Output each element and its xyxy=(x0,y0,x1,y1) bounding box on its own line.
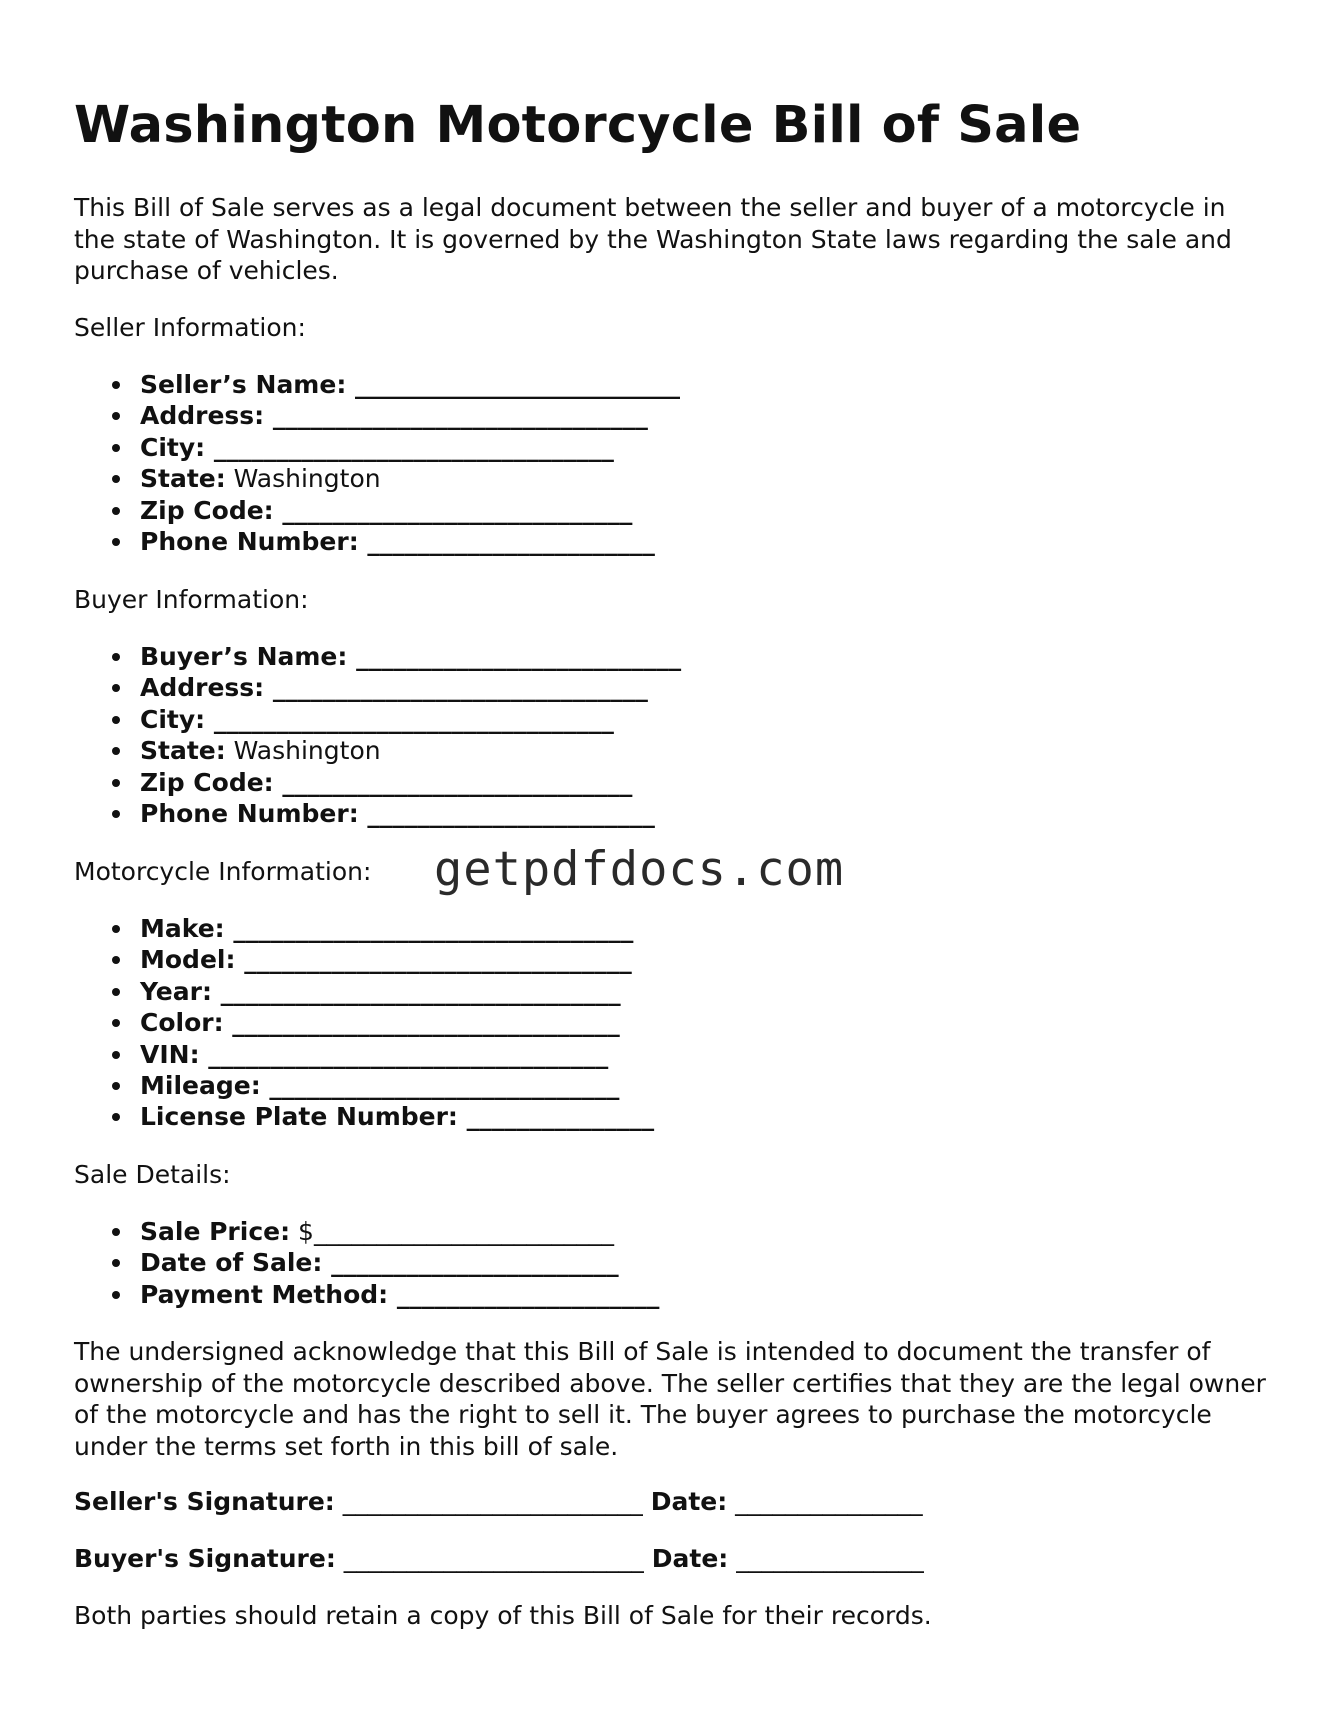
mileage-field xyxy=(112,1070,654,1101)
field-label: Payment Method: xyxy=(140,1279,389,1309)
field-blank[interactable]: ____________________________ xyxy=(273,767,633,797)
vin-field xyxy=(112,1039,654,1070)
field-label: License Plate Number: xyxy=(140,1102,458,1132)
seller-fields-list xyxy=(112,369,680,557)
field-blank[interactable]: __________________________ xyxy=(346,370,681,399)
bullet-icon xyxy=(112,925,120,933)
buyer-city-field xyxy=(112,704,681,735)
buyer-signature-line xyxy=(74,1543,924,1575)
field-label: Address: xyxy=(140,401,265,431)
field-label: Phone Number: xyxy=(140,527,359,557)
bullet-icon xyxy=(112,779,120,787)
field-label: Color: xyxy=(140,1008,224,1038)
color-field xyxy=(112,1007,654,1038)
bullet-icon xyxy=(112,444,120,452)
field-blank[interactable]: _____________________ xyxy=(388,1279,660,1309)
bullet-icon xyxy=(112,684,120,692)
field-label: Buyer’s Name: xyxy=(140,642,348,671)
sale-section-heading: Sale Details: xyxy=(74,1160,231,1189)
buyer-signature-label: Buyer's Signature: xyxy=(74,1544,336,1573)
field-blank[interactable]: ________________________________ xyxy=(199,1039,609,1069)
field-blank[interactable]: ____________________________ xyxy=(260,1071,620,1101)
acknowledgement-paragraph: The undersigned acknowledge that this Bill of Sale is intended to document the transfer of ownership of the motorcycle described above. The seller certifies that they are the legal owner of the motorcycle and has the right to sell it. The buyer agrees to purchase the motorcycle under the terms set forth in this bill of sale. xyxy=(74,1337,1266,1461)
year-field xyxy=(112,976,654,1007)
buyer-section-heading: Buyer Information: xyxy=(74,585,309,614)
field-label: City: xyxy=(140,432,206,462)
seller-date-label: Date: xyxy=(650,1487,728,1516)
field-blank[interactable]: ________________________________ xyxy=(205,704,614,734)
bullet-icon xyxy=(112,653,120,661)
seller-city-field xyxy=(112,432,680,463)
field-blank[interactable]: __________________________ xyxy=(347,642,682,671)
field-label: Make: xyxy=(140,914,225,943)
bullet-icon xyxy=(112,1291,120,1299)
motorcycle-fields-list xyxy=(112,913,654,1133)
watermark-text: getpdfdocs.com xyxy=(434,842,845,897)
seller-state-field xyxy=(112,463,680,494)
bullet-icon xyxy=(112,1051,120,1059)
buyer-date-blank[interactable]: _______________ xyxy=(728,1544,924,1573)
bullet-icon xyxy=(112,538,120,546)
payment-method-field xyxy=(112,1279,659,1310)
field-blank[interactable]: _______________________________ xyxy=(235,945,632,975)
field-label: State: xyxy=(140,736,226,766)
bullet-icon xyxy=(112,381,120,389)
field-blank[interactable]: _______________________ xyxy=(322,1248,619,1278)
license-plate-field xyxy=(112,1101,654,1132)
sale-price-field xyxy=(112,1216,659,1247)
field-blank[interactable]: ________________________________ xyxy=(224,914,634,943)
seller-phone-field xyxy=(112,526,680,557)
field-blank[interactable]: $________________________ xyxy=(290,1217,614,1246)
field-blank[interactable]: ____________________________ xyxy=(273,495,633,525)
bullet-icon xyxy=(112,716,120,724)
seller-address-field xyxy=(112,400,680,431)
field-label: Model: xyxy=(140,945,236,975)
seller-section-heading: Seller Information: xyxy=(74,313,306,342)
model-field xyxy=(112,944,654,975)
seller-zip-field xyxy=(112,495,680,526)
field-label: Sale Price: xyxy=(140,1217,291,1246)
bullet-icon xyxy=(112,475,120,483)
field-label: Address: xyxy=(140,673,265,703)
field-label: Zip Code: xyxy=(140,767,274,797)
bullet-icon xyxy=(112,810,120,818)
field-blank[interactable]: _______________________ xyxy=(358,527,655,557)
buyer-date-label: Date: xyxy=(651,1544,729,1573)
buyer-name-field xyxy=(112,641,681,672)
intro-paragraph: This Bill of Sale serves as a legal document between the seller and buyer of a motorcycle in the state of Washington. It is governed by the Washington State laws regarding the sale and purchase of vehicles. xyxy=(74,193,1232,285)
field-label: Phone Number: xyxy=(140,799,359,829)
bullet-icon xyxy=(112,956,120,964)
field-label: Date of Sale: xyxy=(140,1248,323,1278)
bullet-icon xyxy=(112,412,120,420)
bullet-icon xyxy=(112,1019,120,1027)
buyer-signature-blank[interactable]: ________________________ xyxy=(335,1544,652,1573)
bullet-icon xyxy=(112,1113,120,1121)
field-value: Washington xyxy=(225,736,381,766)
field-label: VIN: xyxy=(140,1039,200,1069)
seller-signature-line xyxy=(74,1486,923,1518)
field-label: Zip Code: xyxy=(140,495,274,525)
date-of-sale-field xyxy=(112,1247,659,1278)
seller-date-blank[interactable]: _______________ xyxy=(727,1487,923,1516)
buyer-fields-list xyxy=(112,641,681,829)
buyer-phone-field xyxy=(112,798,681,829)
field-blank[interactable]: ________________________________ xyxy=(211,976,621,1006)
field-label: Seller’s Name: xyxy=(140,370,347,399)
field-label: Mileage: xyxy=(140,1071,261,1101)
field-blank[interactable]: _______________________ xyxy=(358,799,655,829)
field-label: Year: xyxy=(140,976,212,1006)
motorcycle-section-heading: Motorcycle Information: xyxy=(74,857,372,886)
field-value: Washington xyxy=(225,464,381,494)
bullet-icon xyxy=(112,507,120,515)
sale-fields-list xyxy=(112,1216,659,1310)
field-blank[interactable]: _______________________________ xyxy=(223,1008,620,1038)
seller-name-field xyxy=(112,369,680,400)
field-label: State: xyxy=(140,464,226,494)
buyer-state-field xyxy=(112,735,681,766)
bullet-icon xyxy=(112,988,120,996)
field-blank[interactable]: ______________________________ xyxy=(264,673,648,703)
field-blank[interactable]: _______________ xyxy=(457,1102,655,1132)
document-title: Washington Motorcycle Bill of Sale xyxy=(74,96,1082,155)
field-label: City: xyxy=(140,704,206,734)
buyer-address-field xyxy=(112,672,681,703)
bullet-icon xyxy=(112,1228,120,1236)
buyer-zip-field xyxy=(112,767,681,798)
seller-signature-blank[interactable]: ________________________ xyxy=(334,1487,651,1516)
bullet-icon xyxy=(112,1082,120,1090)
field-blank[interactable]: ________________________________ xyxy=(205,432,614,462)
field-blank[interactable]: ______________________________ xyxy=(264,401,648,431)
bullet-icon xyxy=(112,1259,120,1267)
closing-note: Both parties should retain a copy of this Bill of Sale for their records. xyxy=(74,1601,932,1630)
seller-signature-label: Seller's Signature: xyxy=(74,1487,335,1516)
make-field xyxy=(112,913,654,944)
bullet-icon xyxy=(112,747,120,755)
